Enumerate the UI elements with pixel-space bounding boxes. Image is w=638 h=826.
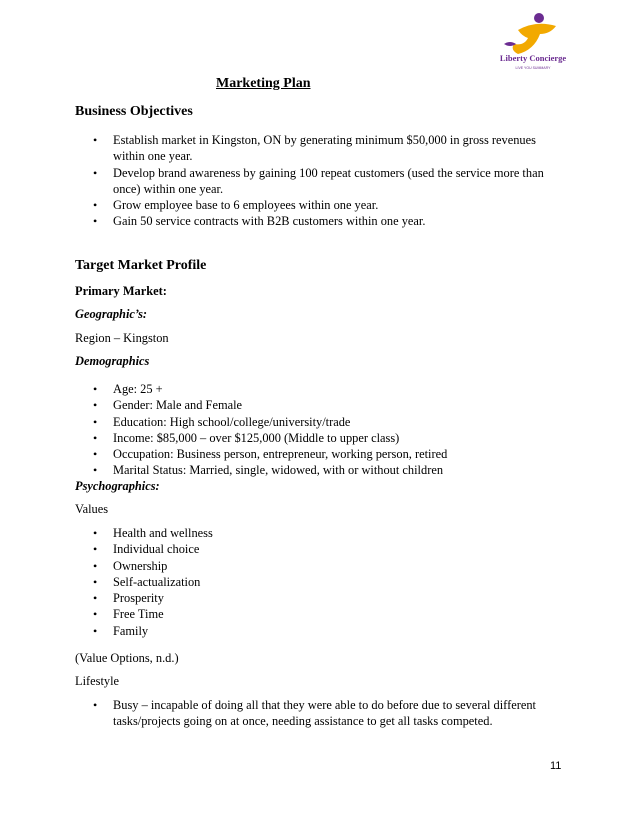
list-item-text: Ownership bbox=[113, 558, 168, 573]
values-label: Values bbox=[75, 502, 109, 516]
list-item bbox=[0, 462, 447, 478]
list-item-text: Gender: Male and Female bbox=[113, 398, 243, 413]
primary-market-label: Primary Market: bbox=[75, 284, 167, 298]
list-item-text: Grow employee base to 6 employees within one year. bbox=[113, 198, 379, 213]
list-item-text: Individual choice bbox=[113, 542, 200, 557]
list-item-text-continued: once) within one year. bbox=[113, 181, 224, 196]
list-item-text: Prosperity bbox=[113, 591, 164, 606]
list-item bbox=[0, 558, 213, 574]
list-item-text: Family bbox=[113, 623, 149, 638]
region-text: Region – Kingston bbox=[75, 331, 169, 345]
business-objectives-heading: Business Objectives bbox=[75, 104, 193, 119]
demographics-label: Demographics bbox=[75, 354, 150, 368]
list-item-text-continued: tasks/projects going on at once, needing assistance to get all tasks competed. bbox=[113, 714, 493, 729]
geographics-label: Geographic’s: bbox=[75, 307, 148, 321]
list-item-text: Self-actualization bbox=[113, 574, 201, 589]
psychographics-label: Psychographics: bbox=[75, 479, 160, 493]
page-number: 11 bbox=[550, 760, 562, 772]
list-item bbox=[0, 623, 213, 639]
target-market-heading: Target Market Profile bbox=[75, 258, 207, 273]
list-item bbox=[0, 414, 447, 430]
list-item-text: Free Time bbox=[113, 607, 164, 622]
logo-mark-icon bbox=[496, 10, 570, 72]
list-item-text: Health and wellness bbox=[113, 526, 213, 540]
list-item bbox=[0, 213, 544, 229]
page-title: Marketing Plan bbox=[216, 76, 311, 91]
list-item-text: Age: 25 + bbox=[113, 382, 163, 396]
list-item-text: Occupation: Business person, entrepreneur, working person, retired bbox=[113, 447, 448, 462]
list-item-text: Develop brand awareness by gaining 100 repeat customers (used the service more than bbox=[113, 165, 544, 180]
list-item bbox=[0, 525, 213, 541]
list-item bbox=[0, 197, 544, 213]
list-item bbox=[0, 697, 536, 730]
list-item bbox=[0, 590, 213, 606]
citation-text: (Value Options, n.d.) bbox=[75, 651, 179, 665]
list-item bbox=[0, 430, 447, 446]
demographics-list bbox=[0, 381, 447, 479]
list-item-text: Income: $85,000 – over $125,000 (Middle to upper class) bbox=[113, 430, 400, 445]
list-item-text: Establish market in Kingston, ON by generating minimum $50,000 in gross revenues bbox=[113, 133, 536, 147]
list-item-text: Marital Status: Married, single, widowed, with or without children bbox=[113, 463, 444, 478]
values-list bbox=[0, 525, 213, 639]
lifestyle-label: Lifestyle bbox=[75, 674, 120, 688]
list-item bbox=[0, 541, 213, 557]
list-item-text: Education: High school/college/university/trade bbox=[113, 414, 351, 429]
list-item bbox=[0, 574, 213, 590]
business-objectives-list bbox=[0, 132, 544, 230]
list-item bbox=[0, 397, 447, 413]
list-item bbox=[0, 165, 544, 198]
list-item bbox=[0, 606, 213, 622]
list-item-text: Gain 50 service contracts with B2B customers within one year. bbox=[113, 214, 426, 229]
logo-tagline: LIVE YOU SUMMARY bbox=[515, 66, 551, 70]
list-item-text: Busy – incapable of doing all that they were able to do before due to several different bbox=[113, 698, 536, 712]
list-item bbox=[0, 132, 544, 165]
list-item bbox=[0, 446, 447, 462]
lifestyle-list bbox=[0, 697, 536, 730]
list-item-text-continued: within one year. bbox=[113, 149, 193, 164]
list-item bbox=[0, 381, 447, 397]
logo-name: Liberty Concierge bbox=[499, 53, 567, 63]
liberty-concierge-logo bbox=[496, 10, 570, 72]
